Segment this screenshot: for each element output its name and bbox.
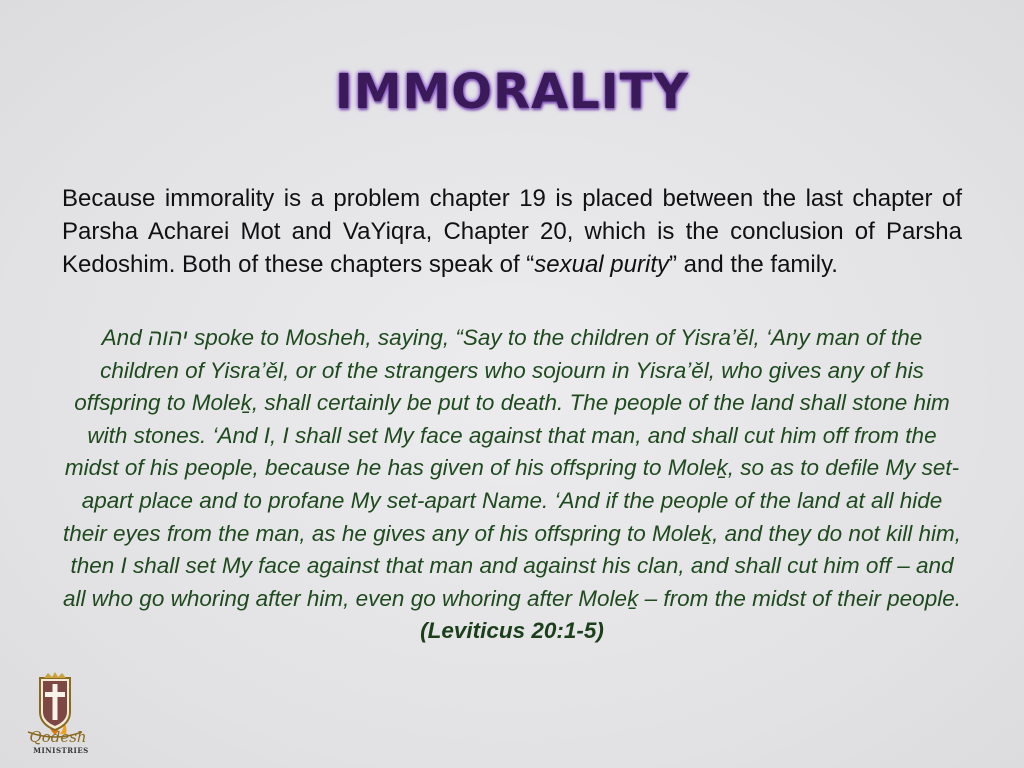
slide-title: IMMORALITY	[334, 64, 690, 120]
intro-italic-text: sexual purity	[534, 251, 669, 278]
intro-paragraph	[62, 182, 962, 281]
scripture-text: And יהוה spoke to Mosheh, saying, “Say to the children of Yisra’ěl, ‘Any man of the children of Yisra’ěl, or of the strangers who sojourn in Yisra’ěl, who gives any of his offspring to Moleḵ, shall certainly be put to death. The people of the land shall stone him with stones. ‘And I, I shall set My face against that man, and shall cut him off from the midst of his people, because he has given of his offspring to Moleḵ, so as to defile My set-apart place and to profane My set-apart Name. ‘And if the people of the land at all hide their eyes from the man, as he gives any of his offspring to Moleḵ, and they do not kill him, then I shall set My face against that man and against his clan, and shall cut him off – and all who go whoring after him, even go whoring after Moleḵ – from the midst of their people.	[63, 325, 961, 611]
intro-main-text: Because immorality is a problem chapter 19 is placed between the last chapter of Parsha Acharei Mot and VaYiqra, Chapter 20, which is the conclusion of Parsha Kedoshim. Both of these chapters speak of “	[62, 185, 962, 278]
intro-end-text: ” and the family.	[669, 251, 838, 278]
scripture-reference: (Leviticus 20:1-5)	[420, 618, 604, 644]
scripture-quote	[60, 322, 964, 648]
logo-name: Qodesh	[29, 728, 87, 746]
logo-subtitle: MINISTRIES	[33, 746, 89, 755]
